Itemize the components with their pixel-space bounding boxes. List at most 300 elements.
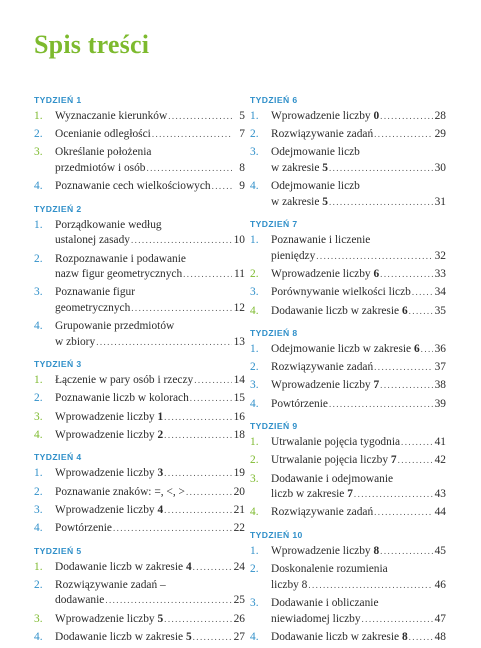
entry-title <box>271 453 397 469</box>
toc-entry[interactable] <box>250 109 446 125</box>
entry-line <box>55 521 245 537</box>
page-number: 7 <box>239 128 245 141</box>
entry-number: 2. <box>250 563 259 576</box>
toc-entry[interactable] <box>250 562 446 593</box>
dot-leader <box>193 560 232 576</box>
entry-body <box>271 304 446 320</box>
toc-entry[interactable] <box>34 428 245 444</box>
week-heading: TYDZIEŃ 3 <box>34 359 82 370</box>
entry-body <box>271 127 446 143</box>
entry-line <box>55 612 245 628</box>
entry-number-bold: 6 <box>373 268 380 281</box>
entry-title-text: Wyznaczanie kierunków <box>55 110 168 122</box>
toc-entry[interactable] <box>34 466 245 482</box>
entry-title <box>55 560 192 576</box>
toc-entry[interactable] <box>250 453 446 469</box>
entry-title-text: Porównywanie wielkości liczb <box>271 286 411 299</box>
dot-leader <box>96 335 232 351</box>
dot-leader <box>190 391 232 407</box>
week-heading: TYDZIEŃ 1 <box>34 95 82 105</box>
week-heading: TYDZIEŃ 7 <box>250 219 298 230</box>
entry-line <box>55 428 245 444</box>
entry-line <box>271 127 446 143</box>
toc-entry[interactable] <box>34 391 245 407</box>
entry-title <box>271 630 408 646</box>
entry-title <box>55 127 151 143</box>
entry-number-bold: 5 <box>322 195 328 208</box>
page-number: 15 <box>233 392 245 405</box>
entry-line <box>55 319 245 335</box>
entry-line <box>271 487 446 503</box>
entry-number: 4. <box>250 397 259 410</box>
toc-column-right <box>250 95 446 648</box>
entry-line <box>55 301 245 317</box>
entry-body <box>271 342 446 358</box>
toc-entry[interactable] <box>250 505 446 521</box>
entry-line <box>55 410 245 426</box>
entry-body <box>271 544 446 560</box>
toc-entry[interactable] <box>34 560 245 576</box>
entry-title-text: Łączenie w pary osób i rzeczy <box>55 374 194 387</box>
toc-entry[interactable] <box>34 578 245 609</box>
entry-number: 1. <box>250 436 259 449</box>
entry-line <box>271 397 446 413</box>
entry-number: 4. <box>34 320 43 333</box>
entry-title-text: Utrwalanie pojęcia tygodnia <box>271 436 401 449</box>
page-number: 43 <box>434 488 446 501</box>
dot-leader <box>164 612 232 628</box>
entry-line <box>271 304 446 320</box>
entry-number: 3. <box>34 286 43 299</box>
entry-number-bold: 5 <box>185 630 192 643</box>
entry-number-bold: 0 <box>373 110 380 122</box>
entry-line <box>271 596 446 612</box>
toc-entry[interactable] <box>250 285 446 301</box>
entry-body <box>271 505 446 521</box>
dot-leader <box>105 593 232 609</box>
entry-body <box>271 397 446 413</box>
entry-title-text: Wprowadzenie liczby <box>271 268 374 281</box>
entry-number: 4. <box>34 428 43 441</box>
entry-title <box>55 252 186 268</box>
page-number: 20 <box>233 485 245 498</box>
entry-number: 3. <box>250 472 259 485</box>
page-number: 35 <box>434 304 446 317</box>
page-number: 36 <box>434 343 446 356</box>
entry-title <box>55 109 167 125</box>
page-number: 5 <box>239 110 245 122</box>
entry-body <box>271 179 446 210</box>
week-heading: TYDZIEŃ 9 <box>250 421 298 432</box>
page-number: 27 <box>233 630 245 643</box>
entry-body <box>55 285 245 316</box>
toc-entry[interactable] <box>250 179 446 210</box>
week-heading: TYDZIEŃ 4 <box>34 452 82 463</box>
toc-entry[interactable] <box>250 472 446 503</box>
entry-title <box>271 562 388 578</box>
entry-body <box>271 109 446 125</box>
entry-title <box>271 544 379 560</box>
dot-leader <box>183 267 232 283</box>
toc-entry[interactable] <box>250 267 446 283</box>
entry-title-text: w zakresie <box>271 161 323 174</box>
entry-line <box>55 179 245 195</box>
entry-title-text: Odejmowanie liczb <box>271 146 360 159</box>
entry-number: 3. <box>34 146 43 159</box>
entry-title-text: Rozwiązywanie zadań <box>271 506 374 519</box>
entry-body <box>271 453 446 469</box>
toc-entry[interactable] <box>250 596 446 627</box>
toc-entry[interactable] <box>34 218 245 249</box>
toc-entry[interactable] <box>34 252 245 283</box>
entry-number-bold: 4 <box>157 503 164 516</box>
dot-leader <box>113 521 232 537</box>
page-number: 34 <box>434 286 446 299</box>
entry-body <box>55 503 245 519</box>
entry-title <box>271 249 315 265</box>
dot-leader <box>380 544 433 560</box>
toc-entry[interactable] <box>250 544 446 560</box>
dot-leader <box>354 487 433 503</box>
dot-leader <box>380 267 433 283</box>
entry-title-text: Dodawanie i obliczanie <box>271 596 379 609</box>
dot-leader <box>193 630 232 646</box>
entry-title <box>271 596 379 612</box>
entry-title-text: przedmiotów i osób <box>55 161 146 174</box>
entry-body <box>271 378 446 394</box>
toc-entry[interactable] <box>34 503 245 519</box>
entry-number: 2. <box>34 392 43 405</box>
entry-body <box>55 319 245 350</box>
entry-title <box>55 319 174 335</box>
entry-title-text: Odejmowanie liczb <box>271 180 360 193</box>
entry-title <box>271 360 373 376</box>
entry-title <box>271 233 370 249</box>
entry-title-text: Wprowadzenie liczby <box>55 428 158 441</box>
entry-number: 4. <box>34 180 43 193</box>
entry-title <box>271 397 328 413</box>
entry-title <box>271 267 379 283</box>
week-heading: TYDZIEŃ 2 <box>34 203 82 214</box>
page-number: 21 <box>233 503 245 516</box>
entry-title-text: Wprowadzenie liczby <box>55 612 158 625</box>
dot-leader <box>168 109 232 125</box>
dot-leader <box>329 195 433 211</box>
entry-title-text: Wprowadzenie liczby <box>271 379 374 392</box>
toc-entry[interactable] <box>34 410 245 426</box>
dot-leader <box>194 373 232 389</box>
dot-leader <box>421 342 433 358</box>
page-number: 22 <box>233 522 245 534</box>
entry-title <box>271 161 328 177</box>
entry-title-text: Poznawanie figur <box>55 286 136 299</box>
entry-line <box>55 466 245 482</box>
toc-entry[interactable] <box>250 435 446 451</box>
entry-line <box>271 109 446 125</box>
dot-leader <box>374 127 433 143</box>
page-number: 42 <box>434 454 446 467</box>
entry-body <box>55 612 245 628</box>
entry-line <box>55 127 245 143</box>
dot-leader <box>409 304 433 320</box>
entry-number-bold: 4 <box>185 560 192 573</box>
page-number: 10 <box>233 234 245 247</box>
entry-title-text: niewiadomej liczby <box>271 612 361 625</box>
toc-entry[interactable] <box>34 630 245 646</box>
entry-title <box>55 335 95 351</box>
entry-number-bold: 7 <box>390 454 397 467</box>
entry-title-text: w zbiory <box>55 335 96 348</box>
toc-entry[interactable] <box>34 612 245 628</box>
entry-number: 3. <box>34 612 43 625</box>
entry-line <box>271 161 446 177</box>
entry-body <box>55 109 245 125</box>
entry-title-text: Grupowanie przedmiotów <box>55 320 175 333</box>
entry-number: 1. <box>250 110 259 122</box>
entry-title <box>55 593 104 609</box>
entry-title-text: dodawanie <box>55 594 105 607</box>
entry-title <box>271 179 360 195</box>
entry-title <box>55 630 192 646</box>
entry-body <box>55 560 245 576</box>
entry-title-text: Poznawanie cech wielkościowych <box>55 180 211 193</box>
dot-leader <box>398 453 433 469</box>
toc-entry[interactable] <box>34 109 245 125</box>
entry-title-text: Powtórzenie <box>271 397 328 410</box>
entry-number-bold: 6 <box>401 304 408 317</box>
entry-body <box>55 466 245 482</box>
entry-body <box>55 578 245 609</box>
entry-body <box>271 145 446 176</box>
entry-title-text: liczby 8 <box>271 578 308 591</box>
entry-number: 1. <box>250 234 259 247</box>
entry-line <box>55 630 245 646</box>
entry-line <box>55 161 245 177</box>
dot-leader <box>131 301 232 317</box>
entry-line <box>271 233 446 249</box>
page-number: 13 <box>233 335 245 348</box>
entry-number-bold: 3 <box>157 467 164 480</box>
week-heading: TYDZIEŃ 10 <box>250 530 303 540</box>
dot-leader <box>308 578 433 594</box>
entry-title <box>55 410 163 426</box>
entry-title <box>55 612 163 628</box>
entry-title-text: Wprowadzenie liczby <box>271 545 374 557</box>
entry-number: 3. <box>250 146 259 159</box>
entry-number-bold: 5 <box>322 161 328 174</box>
entry-number: 2. <box>250 454 259 467</box>
toc-entry[interactable] <box>250 233 446 264</box>
entry-body <box>271 472 446 503</box>
entry-number-bold: 8 <box>401 630 408 643</box>
toc-entry[interactable] <box>250 127 446 143</box>
entry-number: 2. <box>250 128 259 141</box>
page-number: 47 <box>434 612 446 625</box>
entry-title <box>271 612 361 628</box>
entry-title <box>55 301 130 317</box>
entry-body <box>55 410 245 426</box>
entry-title-text: Poznawanie i liczenie <box>271 234 371 247</box>
entry-number-bold: 7 <box>373 379 380 392</box>
entry-body <box>55 485 245 501</box>
entry-title-text: Odejmowanie liczb w zakresie <box>271 343 414 356</box>
dot-leader <box>380 109 433 125</box>
dot-leader <box>212 179 232 195</box>
toc-entry[interactable] <box>34 319 245 350</box>
entry-line <box>271 195 446 211</box>
entry-title <box>271 435 400 451</box>
page-title: Spis treści <box>34 30 150 59</box>
entry-line <box>55 503 245 519</box>
toc-entry[interactable] <box>34 145 245 176</box>
page-number: 31 <box>434 195 446 208</box>
dot-leader <box>374 360 433 376</box>
toc-entry[interactable] <box>34 179 245 195</box>
entry-number: 4. <box>34 522 43 534</box>
entry-title-text: Poznawanie znaków: =, <, > <box>55 485 185 498</box>
entry-title-text: Dodawanie i odejmowanie <box>271 472 394 485</box>
entry-title-text: Wprowadzenie liczby <box>271 110 374 122</box>
dot-leader <box>164 410 232 426</box>
page-number: 16 <box>233 410 245 423</box>
entry-number: 2. <box>34 578 43 591</box>
entry-title <box>55 218 162 234</box>
toc-entry[interactable] <box>250 630 446 646</box>
page-number: 8 <box>239 161 245 174</box>
entry-title <box>55 179 211 195</box>
entry-title <box>271 487 353 503</box>
entry-line <box>55 145 245 161</box>
dot-leader <box>362 612 433 628</box>
entry-line <box>271 360 446 376</box>
entry-line <box>271 630 446 646</box>
entry-title <box>55 285 135 301</box>
page-number: 9 <box>239 180 245 193</box>
page-number: 19 <box>233 467 245 480</box>
entry-title-text: w zakresie <box>271 195 323 208</box>
entry-title-text: Porządkowanie według <box>55 218 162 231</box>
entry-body <box>271 267 446 283</box>
toc-entry[interactable] <box>34 285 245 316</box>
toc-entry[interactable] <box>34 485 245 501</box>
toc-entry[interactable] <box>34 127 245 143</box>
entry-title-text: Rozpoznawanie i podawanie <box>55 252 186 265</box>
toc-column-left <box>34 95 245 648</box>
entry-number-bold: 8 <box>373 545 380 557</box>
toc-entry[interactable] <box>250 145 446 176</box>
entry-body <box>55 521 245 537</box>
entry-title-text: nazw figur geometrycznych <box>55 268 183 281</box>
entry-title <box>55 503 163 519</box>
page-number: 33 <box>434 268 446 281</box>
dot-leader <box>329 397 433 413</box>
entry-number: 4. <box>250 304 259 317</box>
entry-line <box>55 233 245 249</box>
entry-line <box>271 145 446 161</box>
page-number: 28 <box>434 110 446 122</box>
entry-body <box>271 360 446 376</box>
entry-number: 4. <box>34 630 43 643</box>
entry-body <box>55 179 245 195</box>
entry-number-bold: 1 <box>157 410 164 423</box>
week-heading: TYDZIEŃ 5 <box>34 545 82 556</box>
entry-title <box>55 373 193 389</box>
entry-number: 1. <box>34 110 43 122</box>
toc-entry[interactable] <box>250 378 446 394</box>
entry-number: 4. <box>250 506 259 519</box>
toc-entry[interactable] <box>250 342 446 358</box>
page-number: 25 <box>233 594 245 607</box>
entry-body <box>271 285 446 301</box>
page-number: 12 <box>233 301 245 314</box>
entry-body <box>55 252 245 283</box>
entry-title-text: Rozwiązywanie zadań – <box>55 578 166 591</box>
entry-line <box>55 335 245 351</box>
entry-body <box>55 373 245 389</box>
entry-line <box>271 578 446 594</box>
entry-line <box>55 285 245 301</box>
toc-entry[interactable] <box>34 373 245 389</box>
entry-line <box>271 342 446 358</box>
toc-entry[interactable] <box>250 360 446 376</box>
page-number: 26 <box>233 612 245 625</box>
entry-number: 2. <box>250 361 259 374</box>
entry-line <box>271 505 446 521</box>
entry-line <box>55 560 245 576</box>
entry-title-text: Dodawanie liczb w zakresie <box>55 630 186 643</box>
toc-entry[interactable] <box>34 521 245 537</box>
entry-body <box>55 391 245 407</box>
entry-line <box>55 109 245 125</box>
entry-title <box>55 466 163 482</box>
entry-body <box>55 218 245 249</box>
entry-title <box>271 127 373 143</box>
entry-number: 1. <box>34 560 43 573</box>
entry-line <box>271 472 446 488</box>
entry-body <box>271 630 446 646</box>
dot-leader <box>409 630 433 646</box>
page-number: 46 <box>434 578 446 591</box>
entry-line <box>55 485 245 501</box>
entry-number-bold: 5 <box>157 612 164 625</box>
entry-line <box>271 179 446 195</box>
page-number: 29 <box>434 128 446 141</box>
dot-leader <box>412 285 433 301</box>
entry-title <box>55 233 130 249</box>
toc-entry[interactable] <box>250 397 446 413</box>
entry-title-text: pieniędzy <box>271 249 316 262</box>
entry-number: 1. <box>34 218 43 231</box>
entry-title-text: Ocenianie odległości <box>55 128 151 141</box>
entry-title <box>271 342 420 358</box>
week-heading: TYDZIEŃ 8 <box>250 328 298 339</box>
entry-title <box>271 195 328 211</box>
entry-title <box>55 521 112 537</box>
page-number: 30 <box>434 161 446 174</box>
page-number: 44 <box>434 506 446 519</box>
dot-leader <box>186 485 232 501</box>
entry-title-text: Rozwiązywanie zadań <box>271 361 374 374</box>
entry-title-text: liczb w zakresie <box>271 488 348 501</box>
entry-number-bold: 7 <box>347 488 353 501</box>
entry-title <box>55 391 189 407</box>
entry-line <box>55 593 245 609</box>
entry-title-text: Wprowadzenie liczby <box>55 410 158 423</box>
entry-title-text: Powtórzenie <box>55 522 112 534</box>
entry-line <box>55 578 245 594</box>
toc-entry[interactable] <box>250 304 446 320</box>
entry-title-text: Dodawanie liczb w zakresie <box>55 560 186 573</box>
